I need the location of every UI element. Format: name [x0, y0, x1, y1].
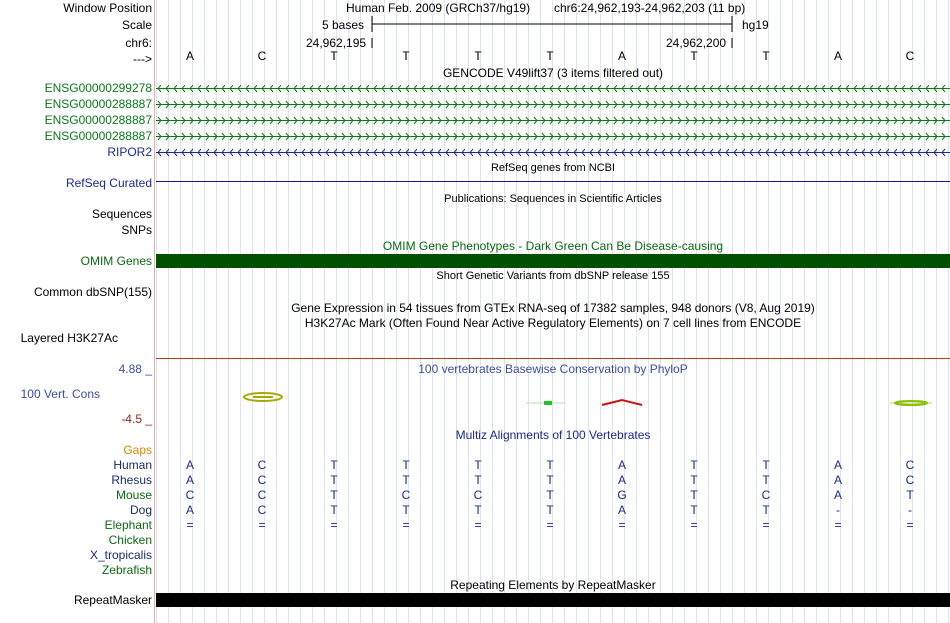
gencode-gene-label[interactable]: ENSG00000288887: [44, 113, 152, 127]
gencode-track-title: GENCODE V49lift37 (3 items filtered out): [442, 66, 664, 80]
species-label: Rhesus: [111, 473, 152, 487]
gaps-label: Gaps: [123, 443, 152, 457]
snps-track-label[interactable]: SNPs: [121, 223, 152, 237]
h3k27ac-signal-line: [156, 358, 950, 359]
cons-track-label[interactable]: 100 Vert. Cons: [20, 387, 100, 401]
species-label: Human: [113, 458, 152, 472]
alignment-base: T: [690, 503, 698, 517]
reference-base: A: [833, 49, 842, 63]
refseq-track-title: RefSeq genes from NCBI: [490, 162, 616, 174]
alignment-base: -: [836, 503, 840, 517]
alignment-base: T: [474, 503, 482, 517]
alignment-base: C: [761, 488, 771, 502]
reference-base: A: [185, 49, 194, 63]
alignment-base: A: [617, 503, 626, 517]
label-separator: [154, 0, 155, 623]
reference-base: A: [617, 49, 626, 63]
gene-strand-line[interactable]: [156, 148, 950, 157]
alignment-base: A: [617, 473, 626, 487]
alignment-base: -: [908, 503, 912, 517]
alignment-base: T: [330, 458, 338, 472]
alignment-base: T: [546, 488, 554, 502]
publications-track-title: Publications: Sequences in Scientific Articles: [444, 193, 662, 205]
alignment-base: =: [762, 518, 770, 532]
species-label: Mouse: [115, 488, 152, 502]
species-label: Chicken: [108, 533, 152, 547]
reference-base: T: [402, 49, 410, 63]
alignment-base: T: [330, 503, 338, 517]
alignment-base: T: [330, 488, 338, 502]
species-label: Dog: [129, 503, 152, 517]
alignment-base: C: [257, 458, 267, 472]
dbsnp-track-label[interactable]: Common dbSNP(155): [33, 285, 152, 299]
cons-track-title: 100 vertebrates Basewise Conservation by PhyloP: [418, 362, 688, 376]
alignment-base: =: [618, 518, 626, 532]
alignment-base: C: [473, 488, 483, 502]
alignment-base: =: [474, 518, 482, 532]
alignment-base: C: [905, 458, 915, 472]
refseq-track-label[interactable]: RefSeq Curated: [65, 176, 152, 190]
scale-bar: [156, 14, 950, 50]
gene-strand-line[interactable]: [156, 84, 950, 93]
species-label: Zebrafish: [101, 563, 152, 577]
track-labels-panel: [0, 0, 152, 623]
gencode-gene-label[interactable]: RIPOR2: [107, 145, 152, 159]
alignment-base: =: [186, 518, 194, 532]
assembly-text: Human Feb. 2009 (GRCh37/hg19): [346, 1, 531, 15]
alignment-base: T: [330, 473, 338, 487]
tracks-panel[interactable]: [156, 0, 950, 623]
alignment-base: C: [257, 473, 267, 487]
alignment-base: =: [546, 518, 554, 532]
reference-base: C: [905, 49, 915, 63]
alignment-base: T: [546, 503, 554, 517]
reference-base: T: [474, 49, 482, 63]
repeatmasker-bar[interactable]: [156, 593, 950, 607]
alignment-base: T: [762, 473, 770, 487]
cons-max-label: 4.88 _: [118, 362, 152, 376]
window-position-label[interactable]: Window Position: [63, 1, 152, 15]
alignment-base: A: [617, 458, 626, 472]
omim-track-title: OMIM Gene Phenotypes - Dark Green Can Be Disease-causing: [382, 239, 724, 253]
omim-gene-bar[interactable]: [156, 254, 950, 268]
alignment-base: A: [185, 458, 194, 472]
alignment-base: =: [402, 518, 410, 532]
alignment-base: =: [906, 518, 914, 532]
alignment-base: =: [690, 518, 698, 532]
alignment-base: T: [906, 488, 914, 502]
repeatmasker-track-label[interactable]: RepeatMasker: [73, 593, 152, 607]
gencode-gene-label[interactable]: ENSG00000299278: [44, 81, 152, 95]
alignment-base: G: [617, 488, 627, 502]
reference-base: C: [257, 49, 267, 63]
alignment-base: T: [546, 458, 554, 472]
reference-base: T: [690, 49, 698, 63]
reference-base: T: [330, 49, 338, 63]
coord-right: 24,962,200: [666, 36, 727, 50]
h3k27ac-track-title: H3K27Ac Mark (Often Found Near Active Regulatory Elements) on 7 cell lines from ENCODE: [304, 316, 802, 330]
reference-base: T: [762, 49, 770, 63]
alignment-base: =: [834, 518, 842, 532]
alignment-base: C: [257, 503, 267, 517]
chrom-label[interactable]: chr6:: [125, 36, 152, 50]
alignment-base: A: [185, 473, 194, 487]
alignment-base: T: [690, 473, 698, 487]
scale-label[interactable]: Scale: [121, 18, 152, 32]
alignment-base: A: [833, 488, 842, 502]
reference-base: T: [546, 49, 554, 63]
alignment-base: T: [474, 473, 482, 487]
species-label: Elephant: [104, 518, 152, 532]
gencode-gene-label[interactable]: ENSG00000288887: [44, 129, 152, 143]
species-label: X_tropicalis: [89, 548, 152, 562]
gene-strand-line[interactable]: [156, 116, 950, 125]
alignment-base: =: [330, 518, 338, 532]
alignment-base: T: [546, 473, 554, 487]
cons-min-label: -4.5 _: [121, 412, 152, 426]
multiz-track-title: Multiz Alignments of 100 Vertebrates: [455, 428, 651, 442]
alignment-base: C: [401, 488, 411, 502]
alignment-base: C: [257, 488, 267, 502]
sequences-track-label[interactable]: Sequences: [91, 207, 152, 221]
position-text: chr6:24,962,193-24,962,203 (11 bp): [554, 1, 746, 15]
alignment-base: T: [474, 458, 482, 472]
alignment-base: T: [402, 473, 410, 487]
alignment-base: T: [690, 458, 698, 472]
h3k27ac-track-label[interactable]: Layered H3K27Ac: [20, 331, 118, 345]
refseq-intron-line[interactable]: [156, 181, 950, 182]
gene-strand-line[interactable]: [156, 132, 950, 141]
scale-text: 5 bases: [322, 18, 365, 32]
repeatmasker-track-title: Repeating Elements by RepeatMasker: [450, 578, 656, 592]
alignment-base: T: [402, 458, 410, 472]
alignment-base: T: [762, 458, 770, 472]
alignment-base: C: [905, 473, 915, 487]
coord-left: 24,962,195: [306, 36, 367, 50]
alignment-base: A: [833, 473, 842, 487]
gene-strand-line[interactable]: [156, 100, 950, 109]
alignment-base: C: [185, 488, 195, 502]
dbsnp-track-title: Short Genetic Variants from dbSNP release 155: [436, 270, 670, 282]
cons-glyphs: [156, 388, 950, 410]
alignment-base: A: [185, 503, 194, 517]
alignment-base: =: [258, 518, 266, 532]
alignment-base: T: [762, 503, 770, 517]
alignment-base: T: [690, 488, 698, 502]
strand-label[interactable]: --->: [133, 52, 152, 66]
gtex-track-title: Gene Expression in 54 tissues from GTEx RNA-seq of 17382 samples, 948 donors (V8, Aug 2019): [291, 301, 815, 315]
db-text: hg19: [742, 18, 769, 32]
gencode-gene-label[interactable]: ENSG00000288887: [44, 97, 152, 111]
alignment-base: T: [402, 503, 410, 517]
omim-track-label[interactable]: OMIM Genes: [80, 254, 152, 268]
alignment-base: A: [833, 458, 842, 472]
